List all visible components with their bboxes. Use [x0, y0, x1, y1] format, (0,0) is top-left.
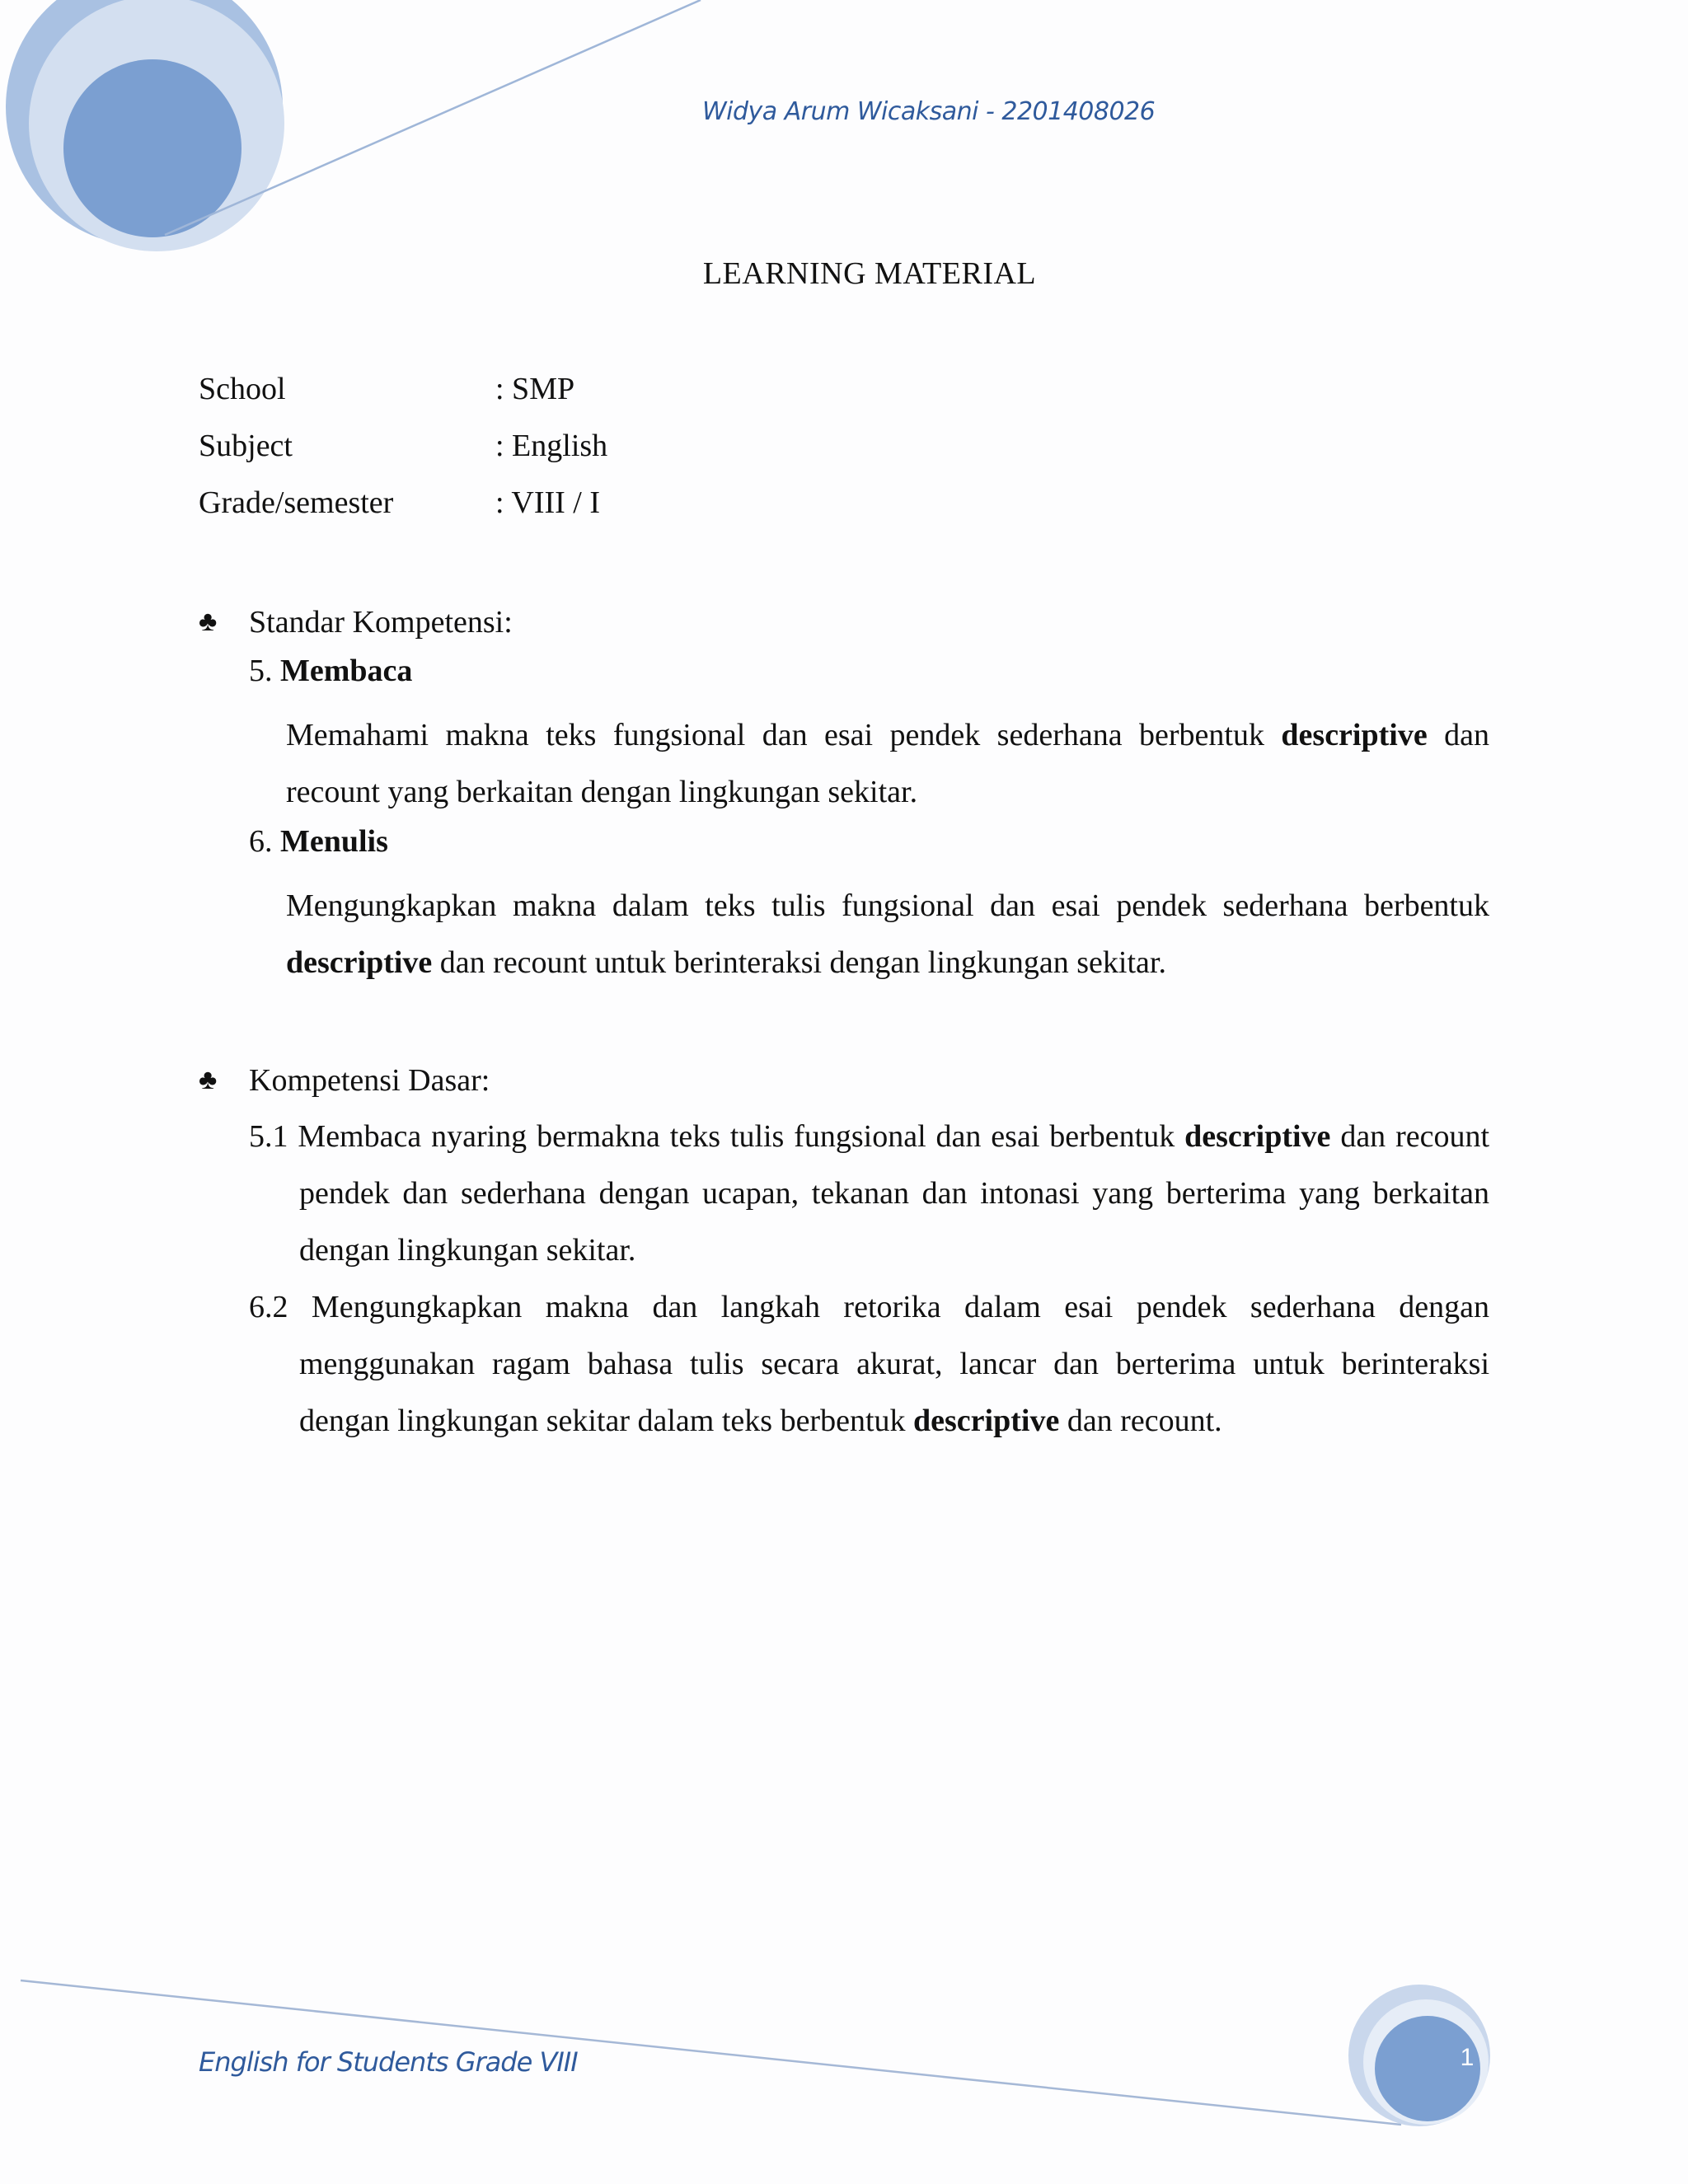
body-bold: descriptive: [1281, 718, 1428, 752]
body-bold: descriptive: [1184, 1119, 1331, 1154]
footer-book-title: English for Students Grade VIII: [199, 2046, 578, 2078]
body-text: Memahami makna teks fungsional dan esai pendek sederhana berbentuk: [286, 718, 1282, 752]
standar-heading: Standar Kompetensi:: [249, 604, 513, 640]
meta-value: : English: [495, 429, 608, 463]
dasar-heading-row: [199, 1052, 1489, 1108]
standar-item-body: [199, 707, 1489, 821]
club-bullet-icon: ♣: [199, 1064, 218, 1095]
page-number: 1: [1460, 2044, 1475, 2071]
body-text: dan recount.: [1059, 1404, 1222, 1438]
dasar-section: [199, 1052, 1489, 1450]
body-bold: descriptive: [913, 1404, 1060, 1438]
standar-item-title: [199, 650, 1489, 707]
header-author: Widya Arum Wicaksani - 2201408026: [702, 97, 1156, 126]
dasar-item: [199, 1108, 1489, 1279]
item-number: 6.: [249, 824, 273, 859]
dasar-item: [199, 1279, 1489, 1450]
body-text: Mengungkapkan makna dan langkah retorika dalam esai pendek sederhana dengan menggunakan ragam bahasa tulis secara akurat, lancar dan berterima untuk berinteraksi dengan lingkungan sekitar dalam teks berbentuk: [299, 1290, 1489, 1438]
item-title: Menulis: [280, 824, 388, 859]
page-title: LEARNING MATERIAL: [702, 256, 1037, 291]
standar-heading-row: [199, 593, 1489, 650]
meta-value: : SMP: [495, 372, 575, 406]
meta-row-grade: [199, 482, 607, 539]
item-title: Membaca: [280, 654, 413, 688]
item-number: 5.: [249, 654, 273, 688]
standar-item-title: [199, 821, 1489, 878]
standar-item-body: [199, 878, 1489, 991]
body-text: dan recount pendek dan sederhana dengan ucapan, tekanan dan intonasi yang berterima yang berkaitan dengan lingkungan sekitar.: [299, 1119, 1490, 1268]
body-text: dan recount untuk berinteraksi dengan lingkungan sekitar.: [432, 945, 1166, 980]
meta-label: Grade/semester: [199, 485, 394, 520]
standar-section: [199, 593, 1489, 991]
dasar-heading: Kompetensi Dasar:: [249, 1062, 490, 1098]
meta-row-school: [199, 368, 607, 425]
meta-label: School: [199, 372, 286, 406]
meta-table: [199, 368, 607, 539]
meta-label: Subject: [199, 429, 293, 463]
body-text: Mengungkapkan makna dalam teks tulis fungsional dan esai pendek sederhana berbentuk: [286, 888, 1489, 923]
header-inner-circle: [63, 59, 241, 237]
body-bold: descriptive: [286, 945, 433, 980]
meta-row-subject: [199, 425, 607, 482]
item-number: 6.2: [249, 1290, 288, 1324]
body-text: Membaca nyaring bermakna teks tulis fungsional dan esai berbentuk: [298, 1119, 1185, 1154]
meta-value: : VIII / I: [495, 485, 600, 520]
item-number: 5.1: [249, 1119, 288, 1154]
club-bullet-icon: ♣: [199, 606, 218, 637]
body-text: dan recount yang berkaitan dengan lingkungan sekitar.: [286, 718, 1490, 809]
